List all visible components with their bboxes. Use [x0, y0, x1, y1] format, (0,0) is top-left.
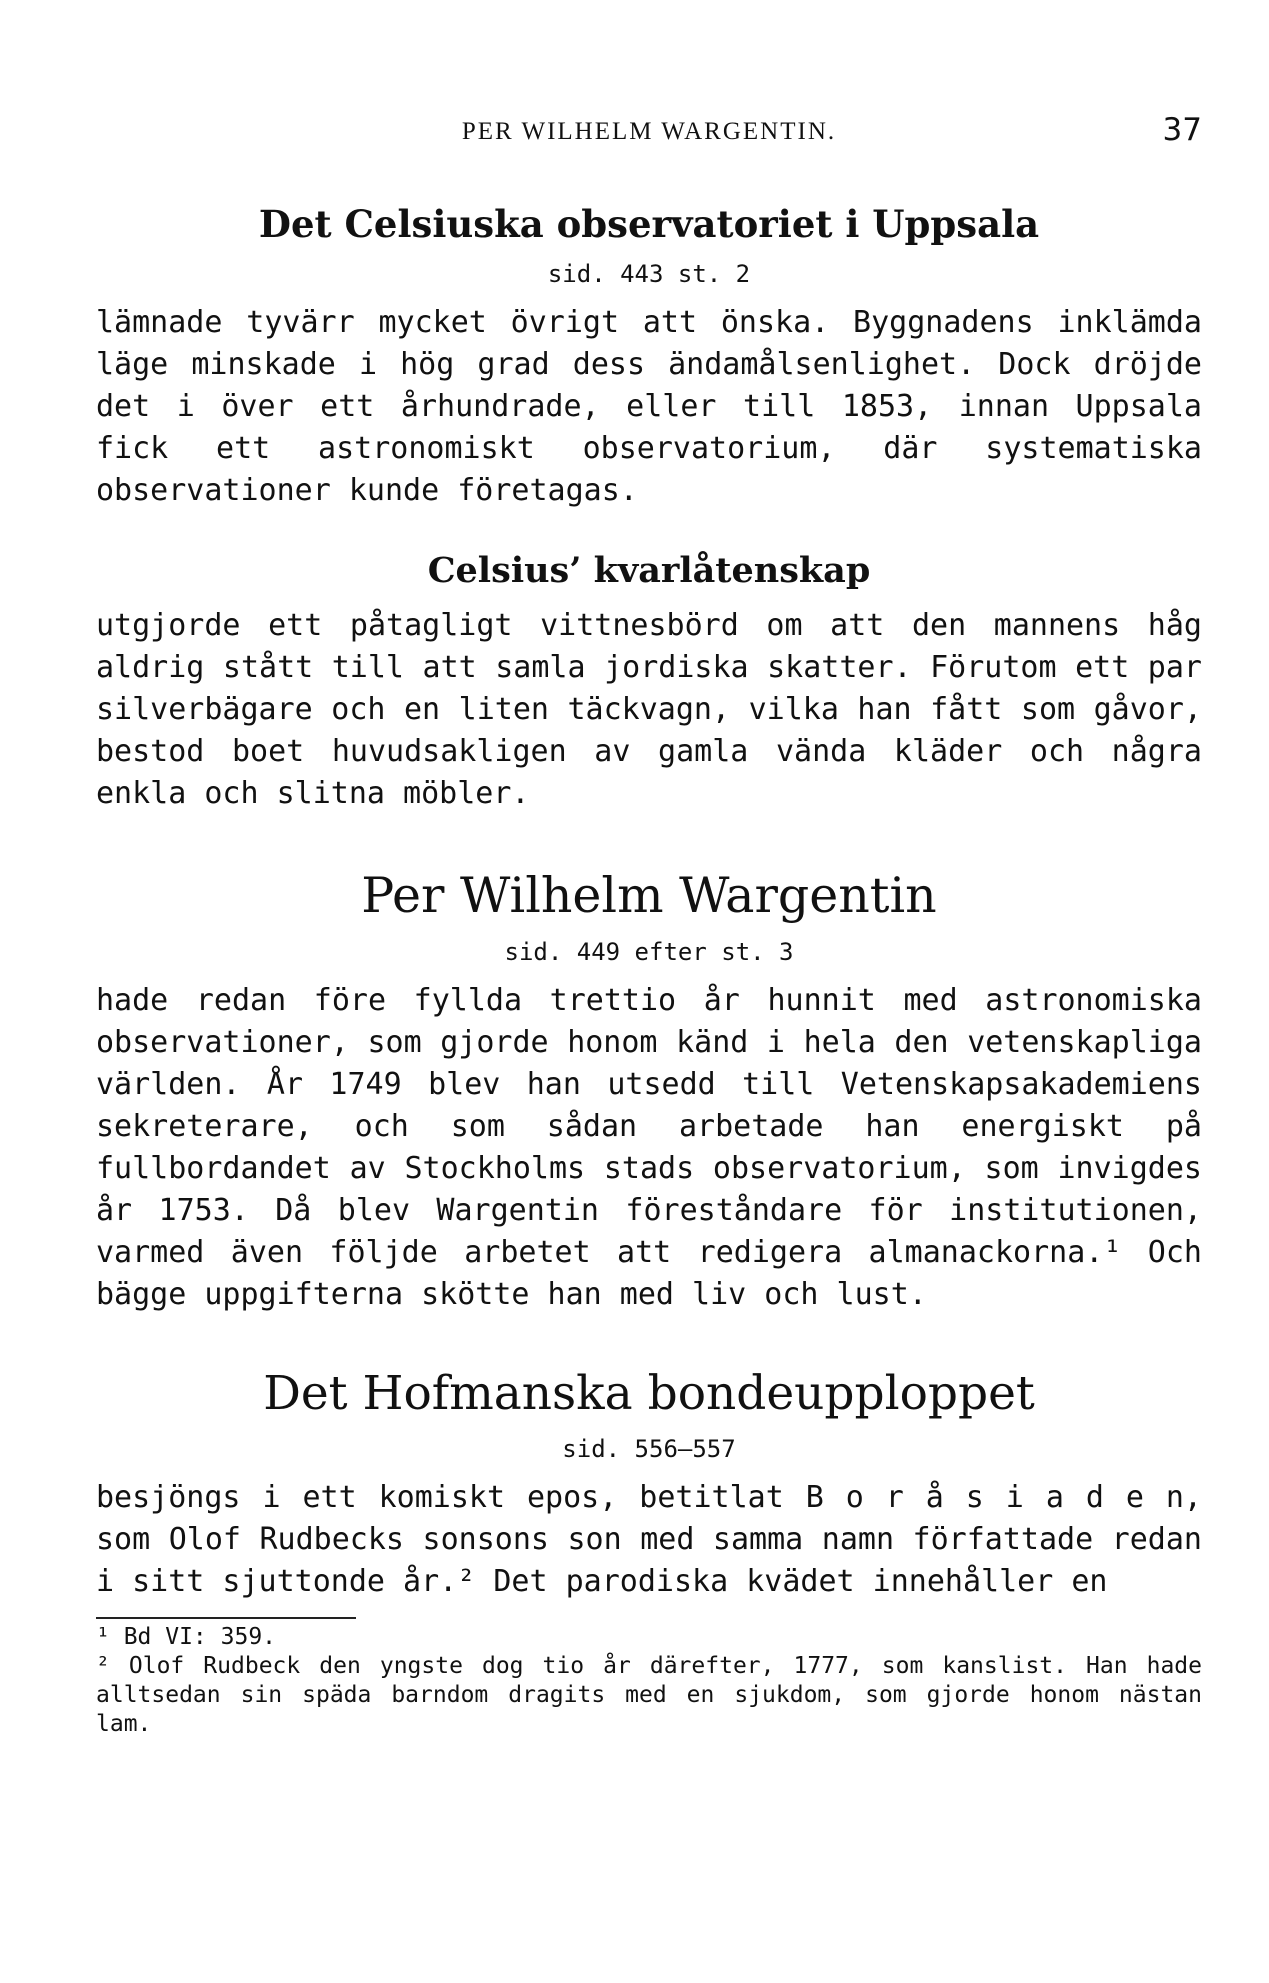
section-paragraph: lämnade tyvärr mycket övrigt att önska. Byggnadens inklämda läge minskade i hög grad dess ändamålsenlighet. Dock dröjde det i över ett århundrade, eller till 1853, innan Uppsala fick ett astronomiskt observatorium, där systematiska observationer kunde företagas.	[96, 305, 1202, 508]
section-heading-hofmanska-bondeupploppet: Det Hofmanska bondeupploppet	[263, 1366, 1035, 1421]
page-number: 37	[1162, 112, 1202, 148]
section-heading-wargentin: Per Wilhelm Wargentin	[361, 867, 937, 924]
section-paragraph: hade redan före fyllda trettio år hunnit med astronomiska observationer, som gjorde honom känd i hela den vetenskapliga världen. År 1749 blev han utsedd till Vetenskapsakademiens sekreterare, och som sådan arbetade han energiskt på fullbordandet av Stockholms stads observatorium, som invigdes år 1753. Då blev Wargentin föreståndare för institutionen, varmed även följde arbetet att redigera almanackorna.¹ Och bägge uppgifterna skötte han med liv och lust.	[96, 983, 1202, 1312]
section-reference: sid. 556—557	[562, 1435, 736, 1463]
section-heading-celsiuska-observatoriet: Det Celsiuska observatoriet i Uppsala	[258, 202, 1040, 246]
section-reference: sid. 443 st. 2	[547, 260, 751, 288]
running-title: PER WILHELM WARGENTIN.	[461, 118, 837, 145]
footnote: ² Olof Rudbeck den yngste dog tio år därefter, 1777, som kanslist. Han hade alltsedan sin späda barndom dragits med en sjukdom, som gjorde honom nästan lam.	[96, 1653, 1202, 1737]
footnotes	[96, 1623, 1202, 1739]
book-page	[96, 112, 1202, 1739]
running-head	[96, 112, 1202, 162]
section-reference: sid. 449 efter st. 3	[504, 938, 794, 966]
section-paragraph: utgjorde ett påtagligt vittnesbörd om att den mannens håg aldrig stått till att samla jordiska skatter. Förutom ett par silverbägare och en liten täckvagn, vilka han fått som gåvor, bestod boet huvudsakligen av gamla vända kläder och några enkla och slitna möbler.	[96, 608, 1202, 811]
footnote: ¹ Bd VI: 359.	[96, 1624, 277, 1650]
section-paragraph: besjöngs i ett komiskt epos, betitlat B o r å s i a d e n, som Olof Rudbecks sonsons son med samma namn författade redan i sitt sjuttonde år.² Det parodiska kvädet innehåller en	[96, 1480, 1202, 1599]
section-heading-celsius-kvarlatenskap: Celsius’ kvarlåtenskap	[427, 550, 871, 591]
